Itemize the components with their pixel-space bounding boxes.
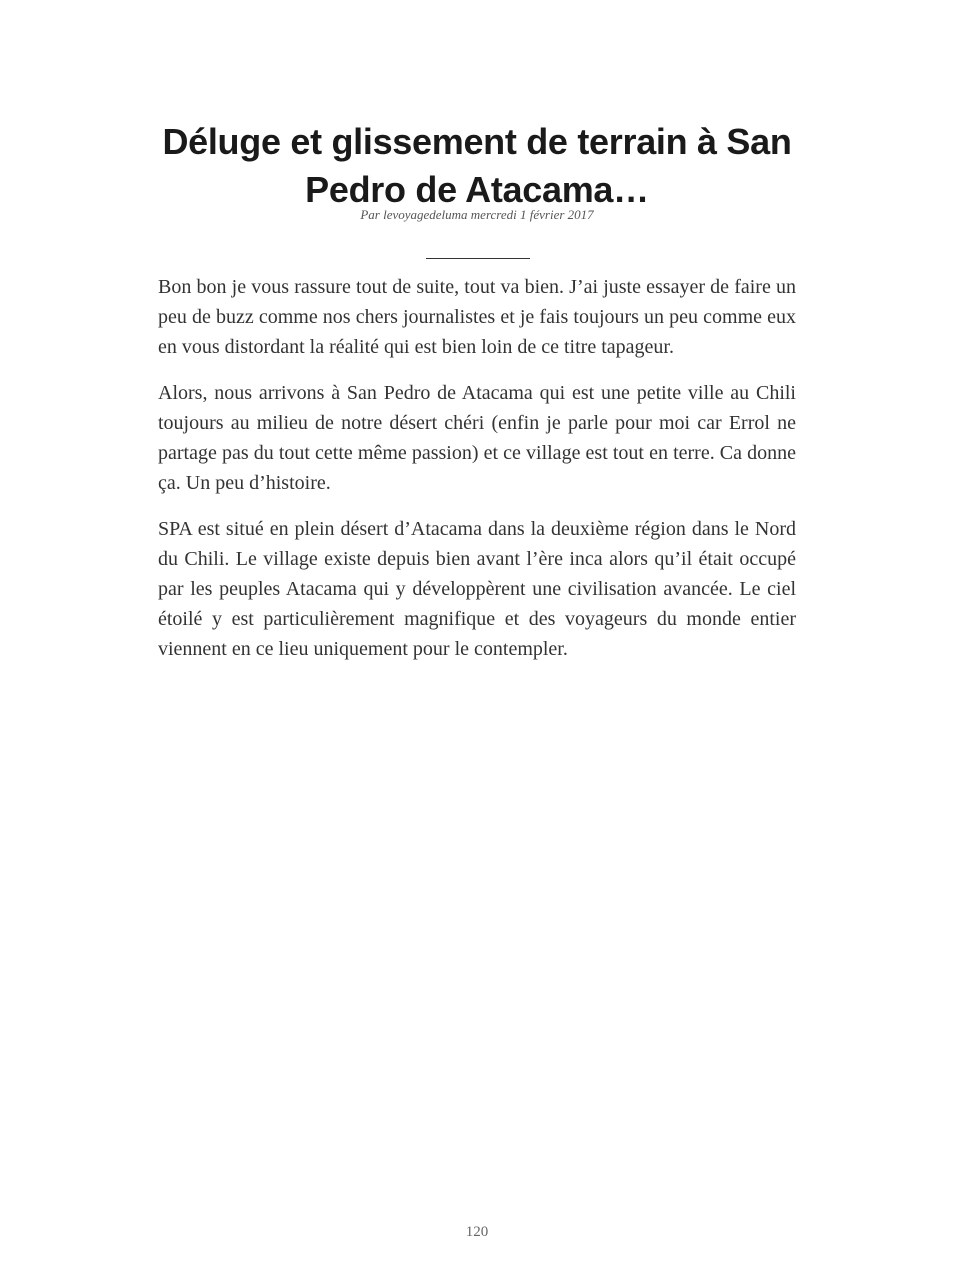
page-number: 120 — [465, 1224, 489, 1240]
article-byline: Par levoyagedeluma mercredi 1 février 2017 — [360, 207, 594, 222]
article-body — [158, 272, 796, 680]
paragraph: Bon bon je vous rassure tout de suite, tout va bien. J’ai juste essayer de faire un peu de buzz comme nos chers journalistes et je fais toujours un peu comme eux en vous distordant la réalité qui est bien loin de ce titre tapageur. — [158, 276, 796, 358]
article-title: Déluge et glissement de terrain à San Pedro de Atacama… — [162, 121, 792, 210]
paragraph: Alors, nous arrivons à San Pedro de Atacama qui est une petite ville au Chili toujours au milieu de notre désert chéri (enfin je parle pour moi car Errol ne partage pas du tout cette même passion) et ce village est tout en terre. Ca donne ça. Un peu d’histoire. — [158, 382, 796, 494]
paragraph: SPA est situé en plein désert d’Atacama dans la deuxième région dans le Nord du Chili. Le village existe depuis bien avant l’ère inca alors qu’il était occupé par les peuples Atacama qui y développèrent une civilisation avancée. Le ciel étoilé y est particulièrement magnifique et des voyageurs du monde entier viennent en ce lieu uniquement pour le contempler. — [158, 518, 796, 660]
title-separator — [426, 258, 530, 259]
